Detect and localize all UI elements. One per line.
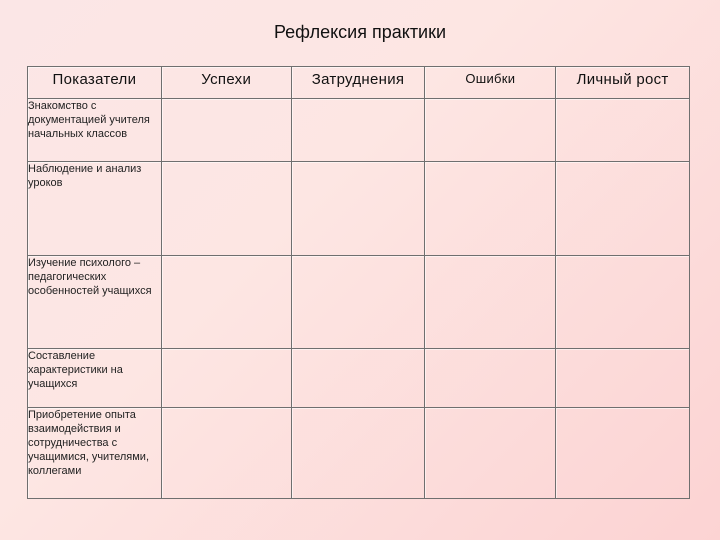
table-row xyxy=(28,162,690,256)
table-cell xyxy=(425,99,556,162)
row-label: Изучение психолого – педагогических особенностей учащихся xyxy=(28,256,162,349)
table-cell xyxy=(291,408,425,499)
table-cell xyxy=(425,408,556,499)
page-title: Рефлексия практики xyxy=(273,22,447,42)
header-row xyxy=(28,67,690,99)
table-cell xyxy=(291,99,425,162)
table-cell xyxy=(161,408,291,499)
table-row xyxy=(28,349,690,408)
table-cell xyxy=(161,349,291,408)
row-label: Приобретение опыта взаимодействия и сотрудничества с учащимися, учителями, коллегами xyxy=(28,408,162,499)
table-cell xyxy=(161,162,291,256)
column-header-mistakes: Ошибки xyxy=(425,67,556,99)
column-header-difficulties: Затруднения xyxy=(291,67,425,99)
column-header-indicators: Показатели xyxy=(28,67,162,99)
table-cell xyxy=(291,349,425,408)
table-cell xyxy=(556,99,690,162)
table-cell xyxy=(425,256,556,349)
row-label: Наблюдение и анализ уроков xyxy=(28,162,162,256)
column-header-personal-growth: Личный рост xyxy=(556,67,690,99)
table-cell xyxy=(425,162,556,256)
table-row xyxy=(28,99,690,162)
table-cell xyxy=(556,408,690,499)
column-header-successes: Успехи xyxy=(161,67,291,99)
table-cell xyxy=(161,256,291,349)
table-cell xyxy=(425,349,556,408)
table-cell xyxy=(291,256,425,349)
row-label: Знакомство с документацией учителя начальных классов xyxy=(28,99,162,162)
table-cell xyxy=(161,99,291,162)
table-cell xyxy=(556,349,690,408)
table-cell xyxy=(291,162,425,256)
table-row xyxy=(28,408,690,499)
row-label: Составление характеристики на учащихся xyxy=(28,349,162,408)
table-row xyxy=(28,256,690,349)
table-cell xyxy=(556,162,690,256)
reflection-table xyxy=(27,66,690,499)
table-cell xyxy=(556,256,690,349)
